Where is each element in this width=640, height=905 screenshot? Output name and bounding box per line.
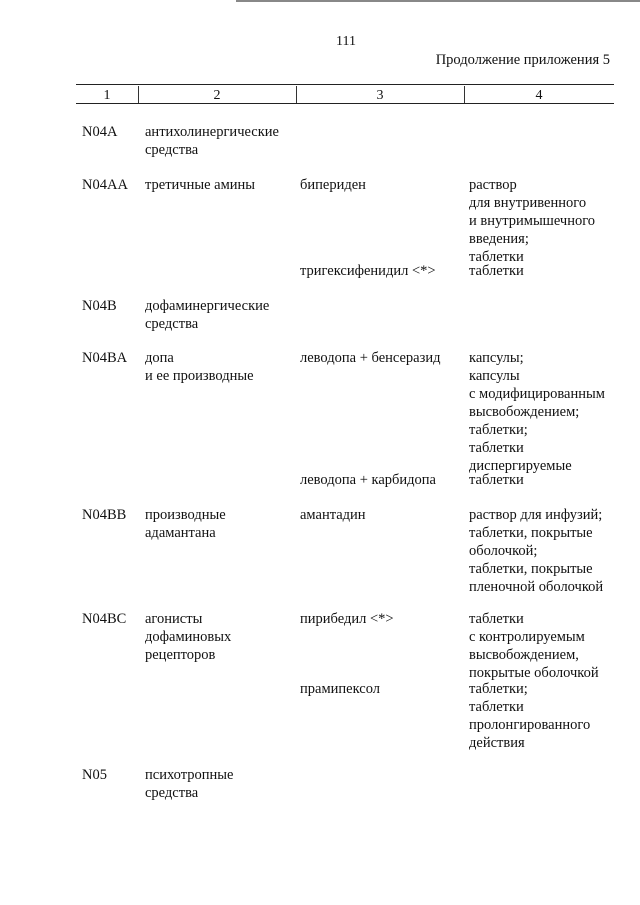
column-header-4: 4 [535,88,543,103]
dosage-form: раствор для инфузий; таблетки, покрытые оболочкой; таблетки, покрытые пленочной оболочкой [469,507,604,595]
drug-name: амантадин [300,507,366,523]
atc-description: психотропные средства [145,767,234,801]
dosage-form: раствор для внутривенного и внутримышечного введения; таблетки [469,177,596,265]
dosage-form: капсулы; капсулы с модифицированным высвобождением; таблетки; таблетки диспергируемые [469,350,605,474]
atc-code: N05 [82,767,107,783]
atc-code: N04BC [82,611,127,627]
drug-name: леводопа + карбидопа [300,472,436,488]
atc-description: антихолинергические средства [145,124,279,158]
dosage-form: таблетки; таблетки пролонгированного действия [469,681,591,751]
dosage-form: таблетки [469,472,524,488]
table-header-top-rule [76,84,614,85]
top-scan-line [236,0,640,2]
column-header-1: 1 [103,88,111,103]
drug-name: бипериден [300,177,366,193]
dosage-form: таблетки [469,263,524,279]
atc-description: третичные амины [145,177,256,193]
atc-code: N04BA [82,350,128,366]
table-header [76,88,614,102]
table-header-bottom-rule [76,103,614,104]
atc-description: дофаминергические средства [145,298,270,332]
drug-name: тригексифенидил <*> [300,263,436,279]
column-header-3: 3 [376,88,384,103]
drug-name: пирибедил <*> [300,611,394,627]
column-header-2: 2 [213,88,221,103]
atc-code: N04AA [82,177,128,193]
atc-description: производные адамантана [145,507,226,541]
atc-code: N04B [82,298,117,314]
atc-description: допа и ее производные [145,350,254,384]
atc-description: агонисты дофаминовых рецепторов [145,611,232,663]
atc-code: N04BB [82,507,127,523]
page-number: 111 [336,34,356,49]
atc-code: N04A [82,124,118,140]
drug-name: леводопа + бенсеразид [300,350,441,366]
drug-name: прамипексол [300,681,380,697]
dosage-form: таблетки с контролируемым высвобождением, покрытые оболочкой [469,611,599,681]
continuation-title: Продолжение приложения 5 [435,52,610,68]
